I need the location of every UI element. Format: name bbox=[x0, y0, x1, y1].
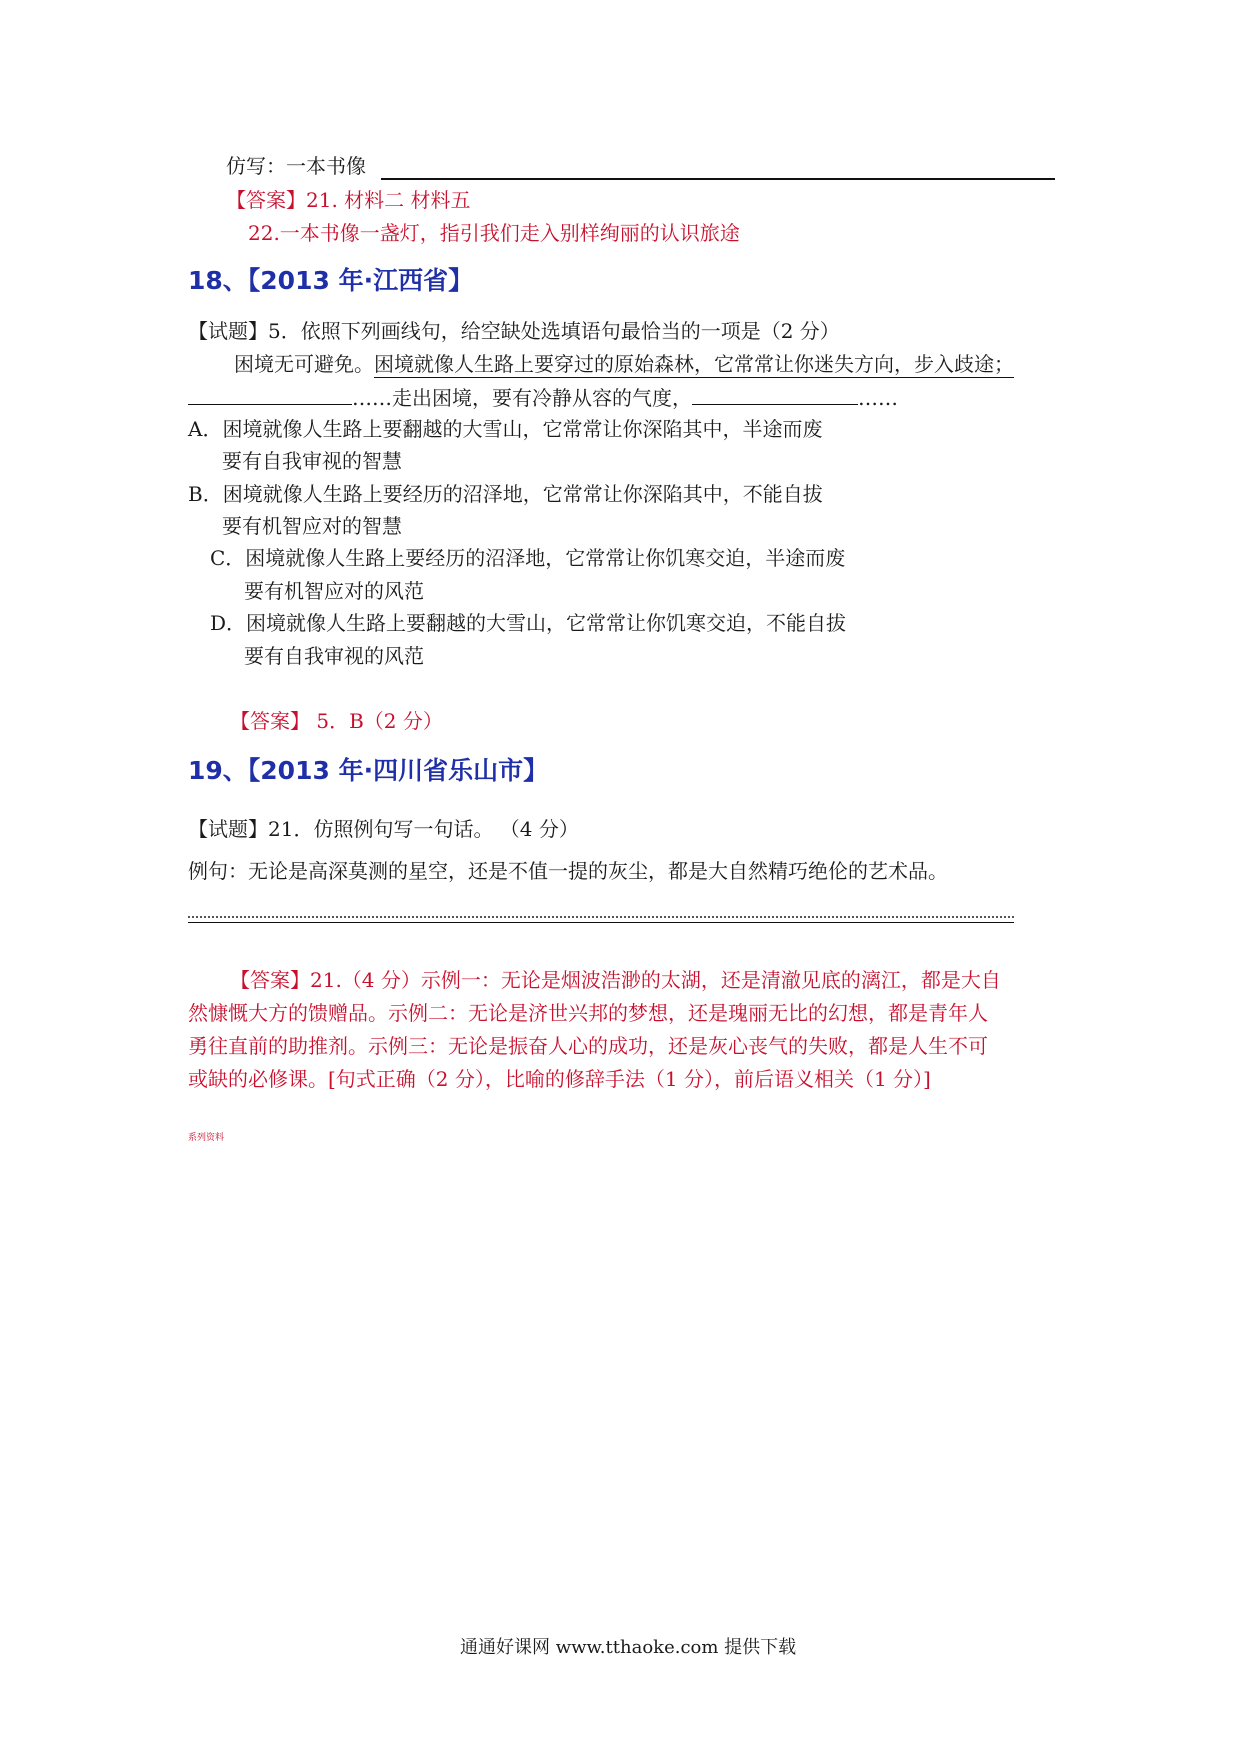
question-19-answer-line-4: 或缺的必修课。[句式正确（2 分），比喻的修辞手法（1 分），前后语义相关（1 分）] bbox=[188, 1067, 931, 1091]
underlined-sentence: 困境就像人生路上要穿过的原始森林，它常常让你迷失方向，步入歧途； bbox=[374, 352, 1014, 376]
question-19-answer-line-2: 然慷慨大方的馈赠品。示例二：无论是济世兴邦的梦想，还是瑰丽无比的幻想，都是青年人 bbox=[188, 1001, 988, 1025]
page-footer: 通通好课网 www.tthaoke.com 提供下载 bbox=[460, 1637, 797, 1658]
answer-writing-baseline bbox=[188, 922, 1014, 923]
question-18-prompt: 【试题】5．依照下列画线句，给空缺处选填语句最恰当的一项是（2 分） bbox=[188, 319, 840, 343]
question-19-answer-line-1: 【答案】21.（4 分）示例一：无论是烟波浩渺的太湖，还是清澈见底的漓江，都是大自 bbox=[230, 968, 1001, 992]
passage-lead: 困境无可避免。 bbox=[234, 352, 374, 376]
option-c-continuation: 要有机智应对的风范 bbox=[244, 579, 424, 603]
imitation-prompt: 仿写：一本书像 bbox=[226, 154, 366, 178]
question-19-example: 例句：无论是高深莫测的星空，还是不值一提的灰尘，都是大自然精巧绝伦的艺术品。 bbox=[188, 859, 948, 883]
previous-answer-line-2: 22.一本书像一盏灯，指引我们走入别样绚丽的认识旅途 bbox=[248, 221, 740, 245]
option-b: B．困境就像人生路上要经历的沼泽地，它常常让你深陷其中，不能自拔 bbox=[188, 482, 823, 506]
passage-end: …… bbox=[858, 386, 898, 410]
question-19-prompt: 【试题】21．仿照例句写一句话。 （4 分） bbox=[188, 817, 579, 841]
option-b-continuation: 要有机智应对的智慧 bbox=[222, 514, 402, 538]
option-d-continuation: 要有自我审视的风范 bbox=[244, 644, 424, 668]
question-19-heading: 19、【2013 年·四川省乐山市】 bbox=[188, 756, 549, 785]
question-18-heading: 18、【2013 年·江西省】 bbox=[188, 266, 474, 295]
option-a-continuation: 要有自我审视的智慧 bbox=[222, 449, 402, 473]
fill-blank-2 bbox=[692, 384, 858, 405]
option-c: C．困境就像人生路上要经历的沼泽地，它常常让你饥寒交迫，半途而废 bbox=[210, 546, 846, 570]
question-18-passage-line-1 bbox=[234, 352, 1014, 376]
fill-blank-1 bbox=[188, 384, 352, 405]
question-19-answer-line-3: 勇往直前的助推剂。示例三：无论是振奋人心的成功，还是灰心丧气的失败，都是人生不可 bbox=[188, 1034, 988, 1058]
answer-writing-line bbox=[188, 916, 1014, 918]
question-18-answer: 【答案】 5．B（2 分） bbox=[230, 709, 443, 733]
option-a: A．困境就像人生路上要翻越的大雪山，它常常让你深陷其中，半途而废 bbox=[188, 417, 823, 441]
answer-blank-line bbox=[381, 178, 1055, 180]
passage-middle: ……走出困境，要有冷静从容的气度， bbox=[352, 386, 692, 410]
question-18-passage-line-2 bbox=[188, 384, 898, 410]
previous-answer-line-1: 【答案】21. 材料二 材料五 bbox=[226, 188, 471, 212]
series-note: 系列资料 bbox=[188, 1133, 225, 1143]
option-d: D．困境就像人生路上要翻越的大雪山，它常常让你饥寒交迫，不能自拔 bbox=[210, 611, 847, 635]
